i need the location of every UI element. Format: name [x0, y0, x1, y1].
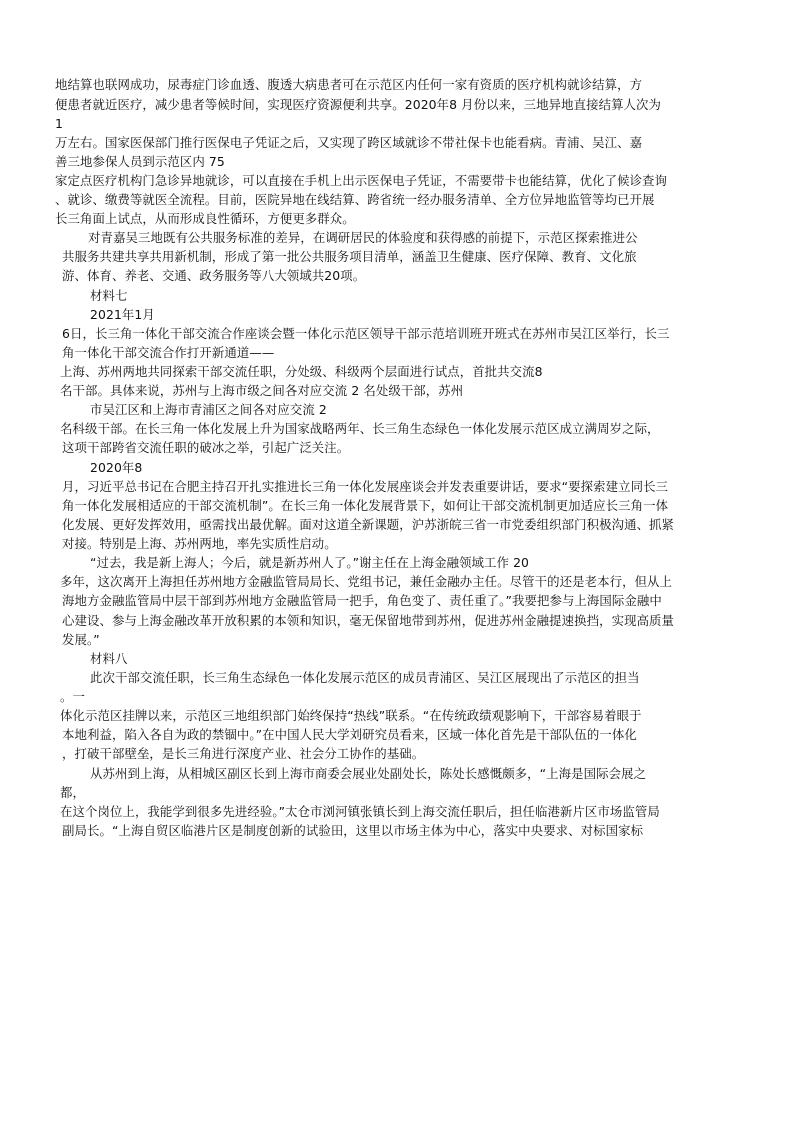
body-text-line: 本地利益，陷入各自为政的禁锢中。”在中国人民大学刘研究员看来，区域一体化首先是干部队伍的一体化 [62, 727, 637, 742]
body-text-line: 发展。” [62, 632, 100, 647]
body-text-line: 名科级干部。在长三角一体化发展上升为国家战略两年、长三角生态绿色一体化发展示范区成立满周岁之际， [60, 421, 660, 436]
body-text-line: 市吴江区和上海市青浦区之间各对应交流 2 [90, 402, 327, 417]
body-text-line: 角一体化发展相适应的干部交流机制”。在长三角一体化发展背景下，如何让干部交流机制更加适应长三角一体 [62, 498, 669, 513]
paragraph-first-line: 对青嘉吴三地既有公共服务标准的差异，在调研居民的体验度和获得感的前提下，示范区探索推进公 [88, 230, 638, 245]
body-text-line: 。一 [60, 689, 85, 704]
body-text-line: 便患者就近医疗，减少患者等候时间，实现医疗资源便利共享。2020年8 月份以来，三地异地直接结算人次为 [55, 97, 662, 112]
body-text-line: 副局长。“上海自贸区临港片区是制度创新的试验田，这里以市场主体为中心，落实中央要求、对标国家标 [62, 823, 644, 838]
paragraph-first-line: 此次干部交流任职，长三角生态绿色一体化发展示范区的成员青浦区、吴江区展现出了示范区的担当 [90, 670, 640, 685]
date-line: 2021年1月 [90, 307, 155, 322]
body-text-line: 对接。特别是上海、苏州两地，率先实质性启动。 [62, 536, 337, 551]
body-text-line: 、就诊、缴费等就医全流程。目前，医院异地在线结算、跨省统一经办服务清单、全方位异地监管等均已开展 [55, 192, 655, 207]
body-text-line: 月，习近平总书记在合肥主持召开扎实推进长三角一体化发展座谈会并发表重要讲话，要求“要探索建立同长三 [62, 479, 669, 494]
body-text-line: 6日，长三角一体化干部交流合作座谈会暨一体化示范区领导干部示范培训班开班式在苏州市吴江区举行，长三 [62, 326, 670, 341]
paragraph-first-line: “过去，我是新上海人；今后，就是新苏州人了。”谢主任在上海金融领域工作 20 [90, 555, 530, 570]
date-line: 2020年8 [90, 460, 143, 475]
body-text-line: 游、体育、养老、交通、政务服务等八大领域共20项。 [62, 268, 366, 283]
body-text-line: 多年，这次离开上海担任苏州地方金融监管局局长、党组书记，兼任金融办主任。尽管干的还是老本行，但从上 [60, 574, 673, 589]
body-text-line: 体化示范区挂牌以来，示范区三地组织部门始终保持“热线”联系。“在传统政绩观影响下，干部容易着眼于 [60, 708, 642, 723]
body-text-line: 在这个岗位上，我能学到很多先进经验。”太仓市浏河镇张镇长到上海交流任职后，担任临港新片区市场监管局 [60, 804, 660, 819]
paragraph-first-line: 从苏州到上海，从相城区副区长到上海市商委会展业处副处长，陈处长感慨颇多，“上海是国际会展之 [90, 766, 647, 781]
body-text-line: 善三地参保人员到示范区内 75 [55, 154, 225, 169]
body-text-line: 角一体化干部交流合作打开新通道—— [62, 345, 275, 360]
body-text-line: 心建设、参与上海金融改革开放积累的本领和知识，毫无保留地带到苏州，促进苏州金融提速换挡，实现高质量 [62, 613, 675, 628]
body-text-line: 地结算也联网成功，尿毒症门诊血透、腹透大病患者可在示范区内任何一家有资质的医疗机构就诊结算，方 [55, 77, 643, 92]
body-text-line: 名干部。具体来说，苏州与上海市级之间各对应交流 2 名处级干部，苏州 [60, 383, 464, 398]
body-text-line: 化发展、更好发挥效用，亟需找出最优解。面对这道全新课题，沪苏浙皖三省一市党委组织部门积极沟通、抓紧 [62, 517, 675, 532]
section-heading: 材料八 [90, 651, 128, 666]
body-text-line: 共服务共建共享共用新机制，形成了第一批公共服务项目清单，涵盖卫生健康、医疗保障、教育、文化旅 [62, 249, 637, 264]
body-text-line: 万左右。国家医保部门推行医保电子凭证之后，又实现了跨区域就诊不带社保卡也能看病。青浦、吴江、嘉 [55, 135, 643, 150]
body-text-line: 海地方金融监管局中层干部到苏州地方金融监管局一把手，角色变了、责任重了。”我要把参与上海国际金融中 [62, 593, 662, 608]
body-text-line: 长三角面上试点，从而形成良性循环，方便更多群众。 [55, 211, 355, 226]
body-text-line: 1 [55, 116, 63, 131]
body-text-line: ，打破干部壁垒，是长三角进行深度产业、社会分工协作的基础。 [62, 746, 425, 761]
section-heading: 材料七 [90, 288, 128, 303]
body-text-line: 这项干部跨省交流任职的破冰之举，引起广泛关注。 [62, 440, 350, 455]
body-text-line: 家定点医疗机构门急诊异地就诊，可以直接在手机上出示医保电子凭证，不需要带卡也能结算，优化了候诊查询 [55, 173, 668, 188]
body-text-line: 上海、苏州两地共同探索干部交流任职，分处级、科级两个层面进行试点，首批共交流8 [60, 364, 543, 379]
body-text-line: 都， [60, 785, 85, 800]
